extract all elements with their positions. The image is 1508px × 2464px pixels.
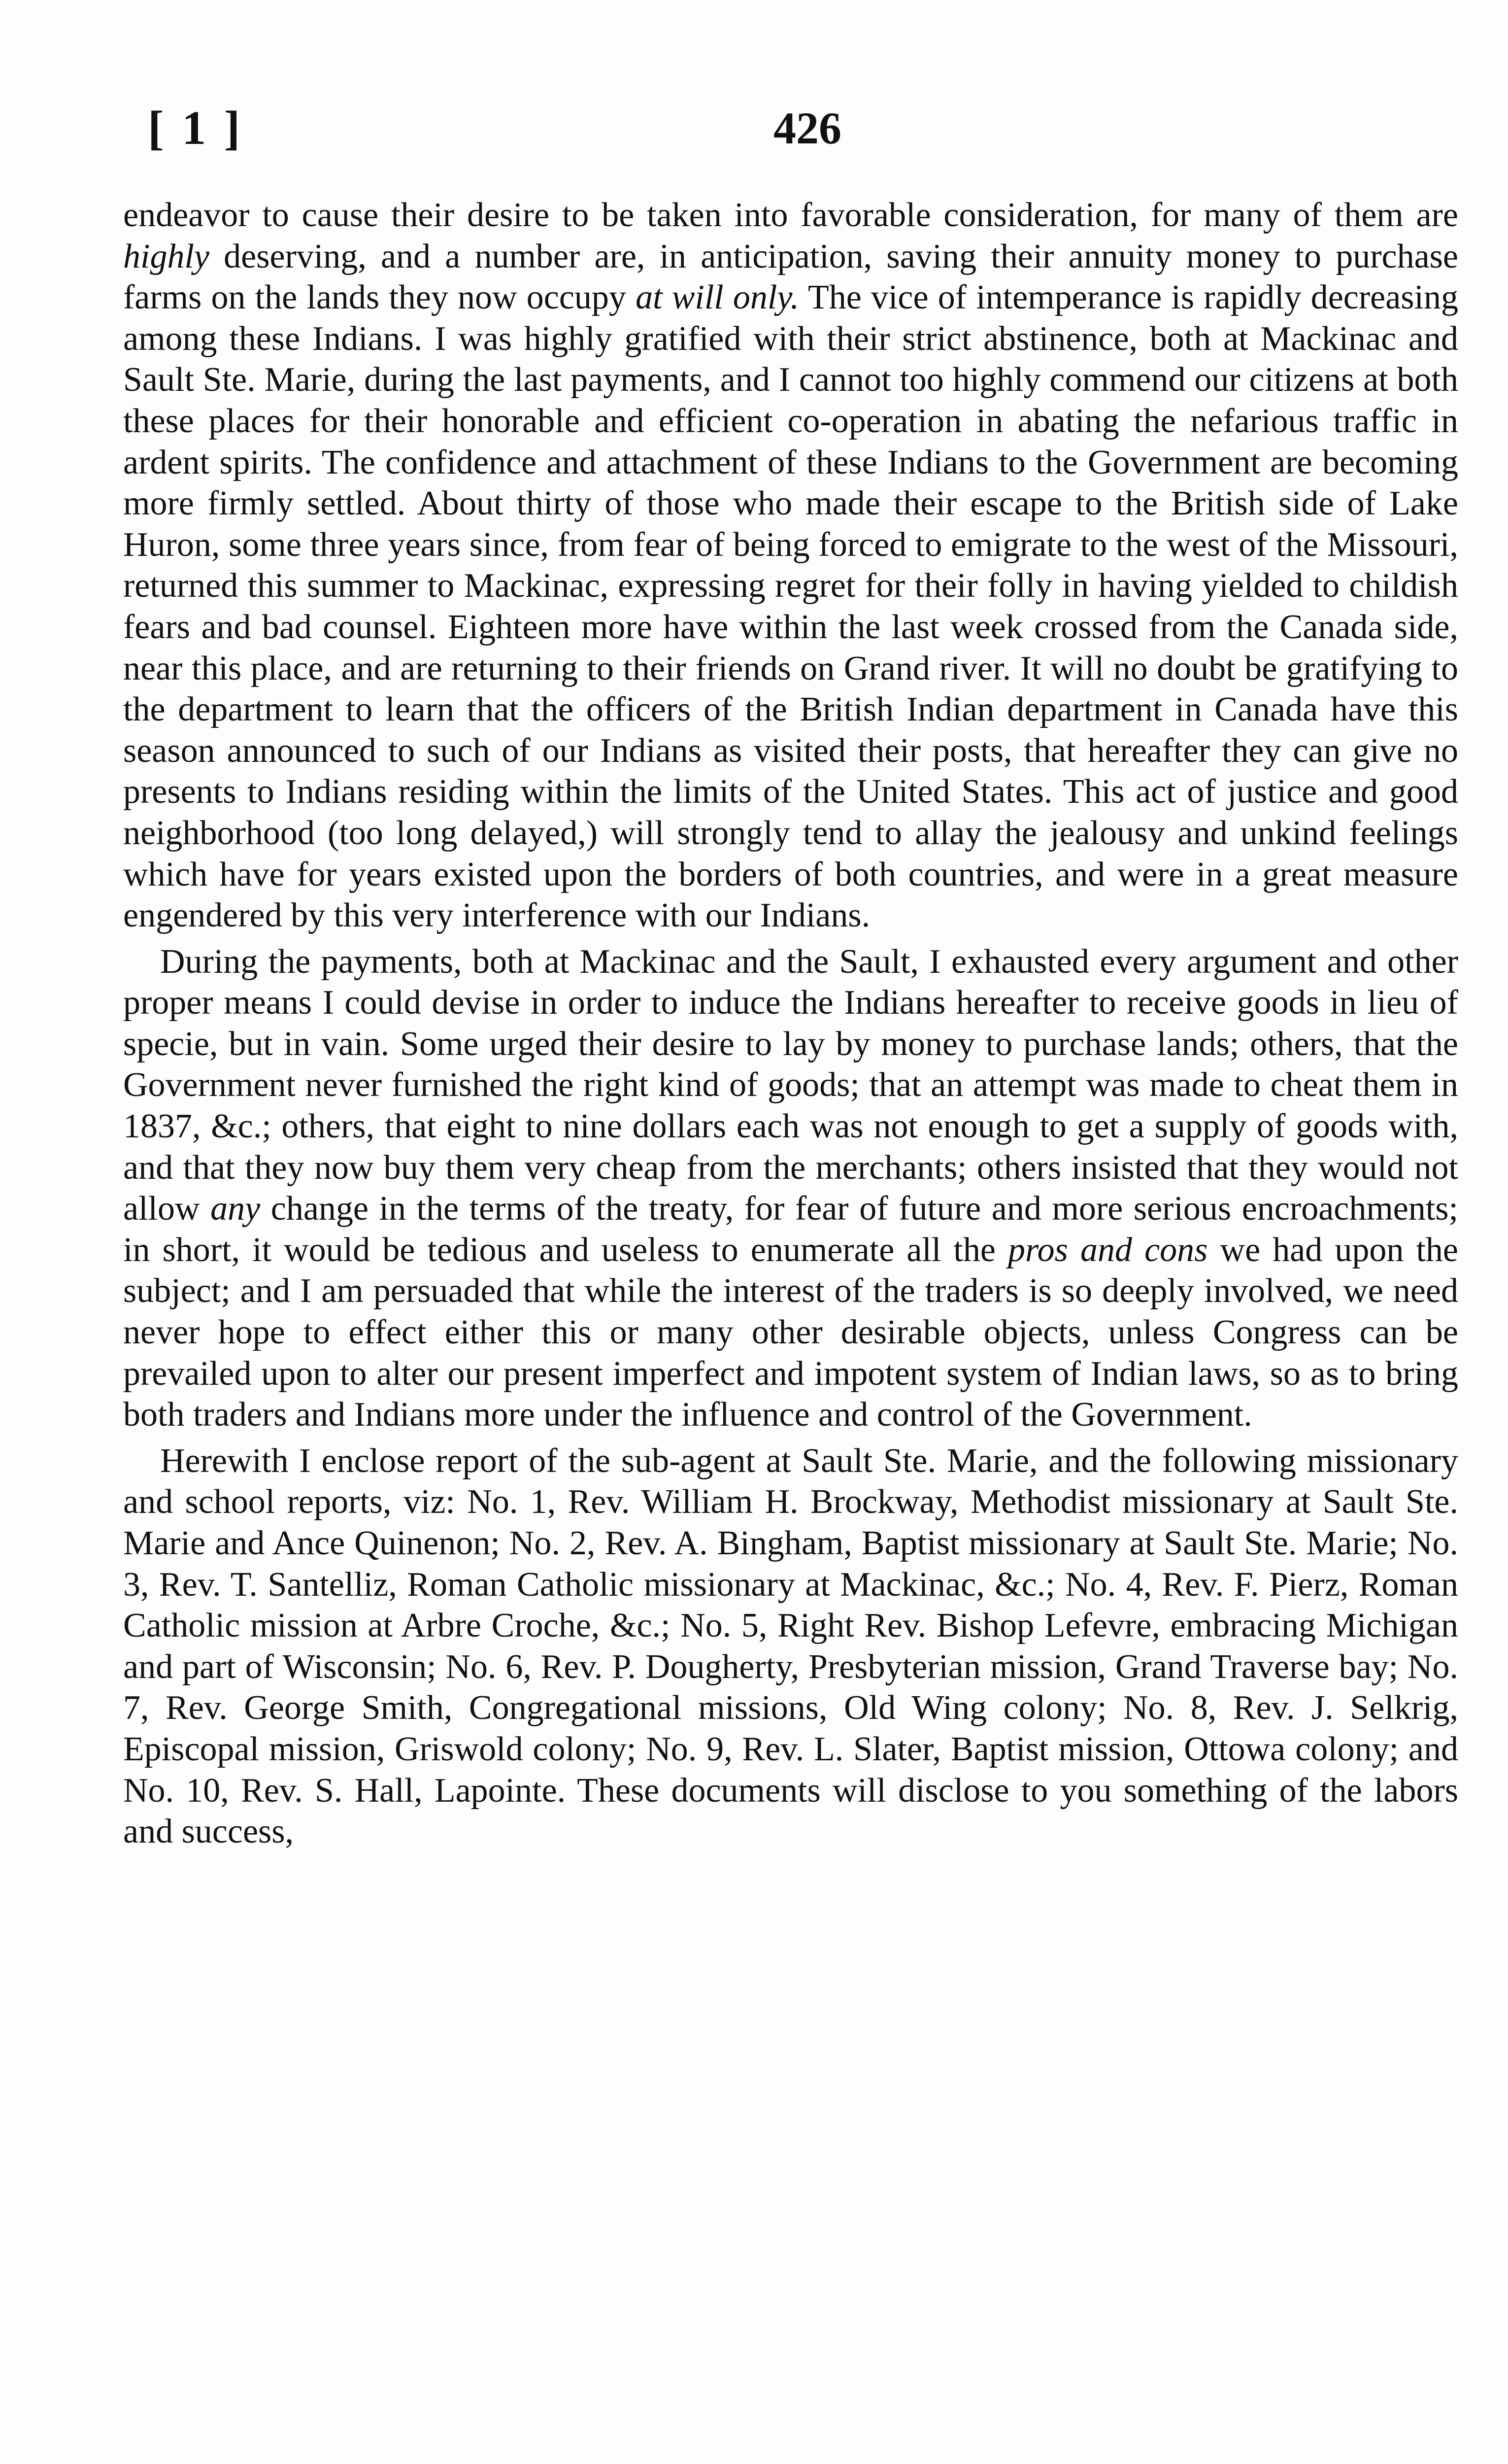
- p1-italic-at-will-only: at will only.: [636, 278, 800, 317]
- p1-italic-highly: highly: [123, 237, 209, 275]
- page-header: [148, 94, 1468, 163]
- paragraph-2: [123, 941, 1458, 1436]
- p1-text-2: deserving, and a number are, in anticipation, saving their annuity money to purchase farms on the lands they now occupy: [123, 237, 1458, 317]
- page-number: 426: [773, 103, 841, 153]
- paragraph-3: [123, 1440, 1458, 1852]
- p2-italic-any: any: [210, 1190, 261, 1228]
- p2-text-1: During the payments, both at Mackinac and the Sault, I exhausted every argument and other proper means I could devise in order to induce the Indians hereafter to receive goods in lieu of specie, but in vain. Some urged their desire to lay by money to purchase lands; others, that the Government never furnished the right kind of goods; that an attempt was made to cheat them in 1837, &c.; others, that eight to nine dollars each was not enough to get a supply of goods with, and that they now buy them very cheap from the merchants; others insisted that they would not allow: [123, 942, 1458, 1228]
- p1-text-3: The vice of intemperance is rapidly decreasing among these Indians. I was highly gratified with their strict abstinence, both at Mackinac and Sault Ste. Marie, during the last payments, and I cannot too highly commend our citizens at both these places for their honorable and efficient co-operation in abating the nefarious traffic in ardent spirits. The confidence and attachment of these Indians to the Government are becoming more firmly settled. About thirty of those who made their escape to the British side of Lake Huron, some three years since, from fear of being forced to emigrate to the west of the Missouri, returned this summer to Mackinac, expressing regret for their folly in having yielded to childish fears and bad counsel. Eighteen more have within the last week crossed from the Canada side, near this place, and are returning to their friends on Grand river. It will no doubt be gratifying to the department to learn that the officers of the British Indian department in Canada have this season announced to such of our Indians as visited their posts, that hereafter they can give no presents to Indians residing within the limits of the United States. This act of justice and good neighborhood (too long delayed,) will strongly tend to allay the jealousy and unkind feelings which have for years existed upon the borders of both countries, and were in a great measure engendered by this very interference with our Indians.: [123, 278, 1458, 935]
- p2-text-2: change in the terms of the treaty, for fear of future and more serious encroachments; in short, it would be tedious and useless to enumerate all the: [123, 1190, 1458, 1269]
- document-number: [ 1 ]: [148, 102, 243, 155]
- p2-text-3: we had upon the subject; and I am persuaded that while the interest of the traders is so deeply involved, we need never hope to effect either this or many other desirable objects, unless Congress can be prevailed upon to alter our present imperfect and impotent system of Indian laws, so as to bring both traders and Indians more under the influence and control of the Government.: [123, 1231, 1458, 1434]
- p1-text-1: endeavor to cause their desire to be taken into favorable consideration, for many of them are: [123, 196, 1458, 234]
- p3-text-1: Herewith I enclose report of the sub-agent at Sault Ste. Marie, and the following missionary and school reports, viz: No. 1, Rev. William H. Brockway, Methodist missionary at Sault Ste. Marie and Ance Quinenon; No. 2, Rev. A. Bingham, Baptist missionary at Sault Ste. Marie; No. 3, Rev. T. Santelliz, Roman Catholic missionary at Mackinac, &c.; No. 4, Rev. F. Pierz, Roman Catholic mission at Arbre Croche, &c.; No. 5, Right Rev. Bishop Lefevre, embracing Michigan and part of Wisconsin; No. 6, Rev. P. Dougherty, Presbyterian mission, Grand Traverse bay; No. 7, Rev. George Smith, Congregational missions, Old Wing colony; No. 8, Rev. J. Selkrig, Episcopal mission, Griswold colony; No. 9, Rev. L. Slater, Baptist mission, Ottowa colony; and No. 10, Rev. S. Hall, Lapointe. These documents will disclose to you something of the labors and success,: [123, 1441, 1458, 1851]
- body-text: [123, 195, 1458, 1852]
- paragraph-1: [123, 195, 1458, 936]
- p2-italic-pros-and-cons: pros and cons: [1008, 1231, 1208, 1269]
